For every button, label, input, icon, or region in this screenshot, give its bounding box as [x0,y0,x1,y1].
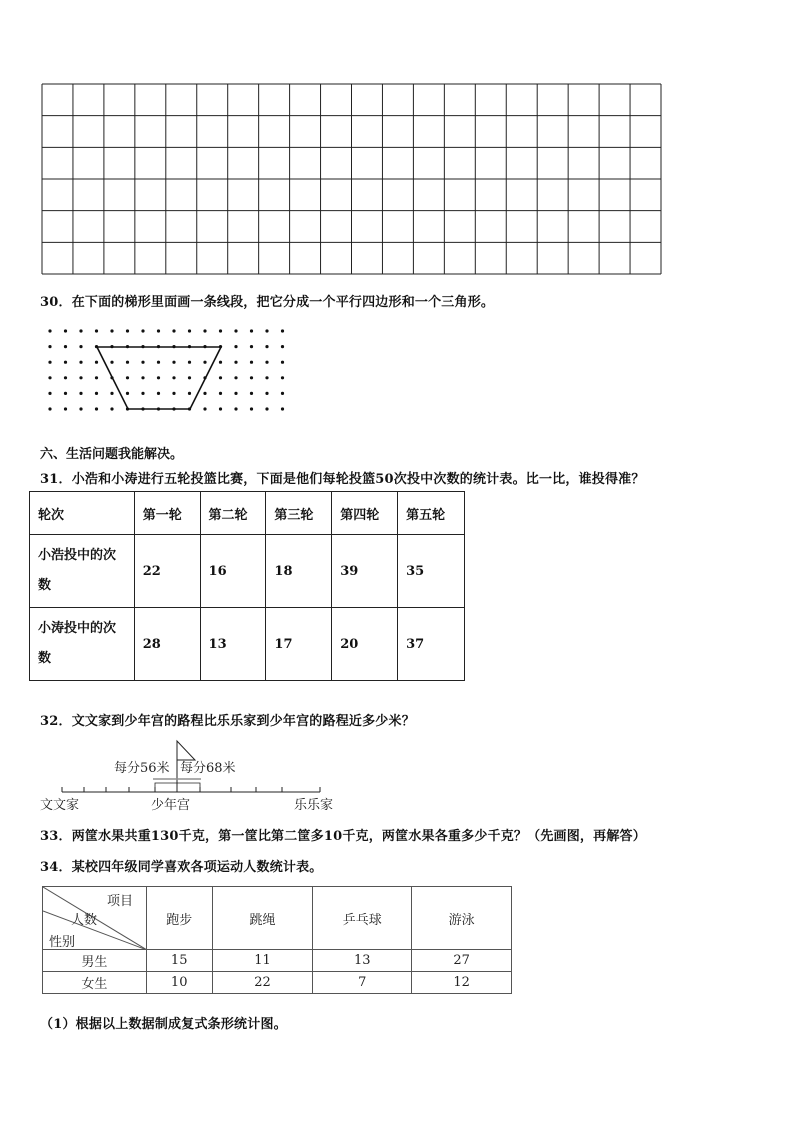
grid-dot [281,345,284,348]
sport-table-header-row [43,887,512,950]
score-row-label-line: 小浩投中的次 [38,548,117,563]
grid-dot [157,392,160,395]
grid-dot [64,329,67,332]
corner-label-count: 人数 [71,913,98,928]
score-cell: 28 [134,608,200,681]
grid-dot [203,329,206,332]
grid-dot [48,329,51,332]
grid-dot [48,376,51,379]
grid-dot [250,345,253,348]
grid-dot [79,345,82,348]
grid-dot [172,329,175,332]
grid-dot [95,407,98,410]
score-header-cell: 第四轮 [332,492,398,535]
grid-dot [157,329,160,332]
score-cell: 39 [332,535,398,608]
grid-dot [64,361,67,364]
wenwen-home-label: 文文家 [40,798,80,813]
question-30-text: 30．在下面的梯形里面画一条线段，把它分成一个平行四边形和一个三角形。 [40,295,495,310]
grid-dot [141,361,144,364]
score-row-label-line: 数 [38,651,52,666]
grid-dot [265,345,268,348]
score-row-label [30,608,135,681]
grid-dot [219,392,222,395]
grid-dot [110,361,113,364]
square-grid [0,0,794,290]
grid-dot [265,392,268,395]
sport-row-label: 女生 [43,972,147,994]
grid-dot [141,392,144,395]
corner-label-gender: 性别 [49,935,76,950]
grid-dot [64,407,67,410]
score-header-cell: 第一轮 [134,492,200,535]
sport-cell: 10 [146,972,212,994]
score-table [29,491,465,681]
sport-cell: 13 [313,950,412,972]
grid-dot [203,407,206,410]
grid-dot [234,345,237,348]
sport-cell: 7 [313,972,412,994]
sport-cell: 22 [212,972,313,994]
grid-dot [265,407,268,410]
grid-dot [250,329,253,332]
grid-dot [265,361,268,364]
sport-cell: 15 [146,950,212,972]
score-cell: 35 [398,535,465,608]
score-cell: 37 [398,608,465,681]
grid-dot [188,392,191,395]
section-6-heading: 六、生活问题我能解决。 [40,447,184,462]
grid-dot [64,345,67,348]
score-row-label [30,535,135,608]
question-33-text: 33．两筐水果共重130千克，第一筐比第二筐多10千克，两筐水果各重多少千克？（先画图，再解答） [40,829,646,844]
grid-dot [203,392,206,395]
grid-dot [64,376,67,379]
score-table-row [30,535,465,608]
grid-dot [64,392,67,395]
grid-dot [234,361,237,364]
grid-dot [172,376,175,379]
grid-dot [219,361,222,364]
lele-home-label: 乐乐家 [294,798,334,813]
grid-dot [234,329,237,332]
grid-dot [79,407,82,410]
sport-table-corner [43,887,147,950]
grid-dot [157,361,160,364]
grid-dot [79,329,82,332]
grid-dot [110,329,113,332]
grid-dot [188,329,191,332]
score-cell: 13 [200,608,266,681]
sport-header-cell: 游泳 [412,887,512,950]
grid-dot [79,392,82,395]
left-speed-label: 每分56米 [114,761,170,776]
score-header-cell: 第三轮 [266,492,332,535]
dot-grid [0,318,300,418]
grid-dot [265,329,268,332]
score-header-cell: 轮次 [30,492,135,535]
grid-dot [234,407,237,410]
score-cell: 16 [200,535,266,608]
score-header-cell: 第五轮 [398,492,465,535]
grid-dot [265,376,268,379]
score-header-cell: 第二轮 [200,492,266,535]
grid-dot [281,392,284,395]
grid-dot [281,361,284,364]
grid-dot [234,392,237,395]
sport-table [42,886,512,994]
grid-dot [48,345,51,348]
corner-label-project: 项目 [107,894,134,909]
sport-cell: 11 [212,950,313,972]
distance-diagram [0,735,380,815]
grid-dot [48,407,51,410]
grid-dot [126,392,129,395]
grid-dot [126,376,129,379]
grid-dot [281,329,284,332]
right-speed-label: 每分68米 [180,761,236,776]
sport-table-row [43,950,512,972]
youth-palace-label: 少年宫 [151,798,191,813]
grid-dot [79,376,82,379]
grid-dot [95,361,98,364]
sport-cell: 27 [412,950,512,972]
grid-dot [110,407,113,410]
question-34-sub1-text: （1）根据以上数据制成复式条形统计图。 [40,1017,287,1032]
grid-dot [95,392,98,395]
grid-dot [234,376,237,379]
tick-marks [62,785,320,792]
score-row-label-line: 数 [38,578,52,593]
score-cell: 17 [266,608,332,681]
grid-dot [126,329,129,332]
grid-dot [188,376,191,379]
score-cell: 20 [332,608,398,681]
grid-dot [79,361,82,364]
grid-dot [281,407,284,410]
grid-dot [95,376,98,379]
grid-dot [141,329,144,332]
grid-dot [250,392,253,395]
grid-dot [157,376,160,379]
question-34-text: 34．某校四年级同学喜欢各项运动人数统计表。 [40,860,323,875]
score-table-row [30,608,465,681]
sport-table-wrapper [42,886,512,993]
grid-dot [172,392,175,395]
grid-dot [141,376,144,379]
sport-row-label: 男生 [43,950,147,972]
grid-dot [126,361,129,364]
grid-dot [219,376,222,379]
grid-dot [95,329,98,332]
flag-icon [177,741,195,760]
grid-dot [48,361,51,364]
grid-dot [172,361,175,364]
grid-dot [48,392,51,395]
score-row-label-line: 小涛投中的次 [38,621,117,636]
sport-header-cell: 跑步 [146,887,212,950]
sport-header-cell: 跳绳 [212,887,313,950]
grid-dot [219,329,222,332]
grid-dot [219,407,222,410]
grid-dot [250,407,253,410]
grid-dot [281,376,284,379]
grid-dot [203,361,206,364]
question-31-text: 31．小浩和小涛进行五轮投篮比赛，下面是他们每轮投篮50次投中次数的统计表。比一比，谁投得准？ [40,472,645,487]
sport-table-row [43,972,512,994]
grid-dot [250,376,253,379]
score-cell: 18 [266,535,332,608]
score-cell: 22 [134,535,200,608]
grid-dot [110,392,113,395]
question-32-text: 32．文文家到少年宫的路程比乐乐家到少年宫的路程近多少米？ [40,714,415,729]
sport-header-cell: 乒乓球 [313,887,412,950]
grid-dot [250,361,253,364]
sport-cell: 12 [412,972,512,994]
score-table-header-row [30,492,465,535]
grid-dot [188,361,191,364]
